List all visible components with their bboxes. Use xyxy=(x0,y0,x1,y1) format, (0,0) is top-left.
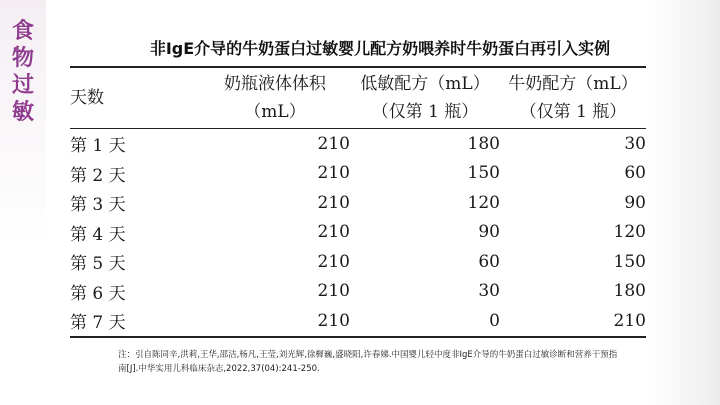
cell-bottle: 210 xyxy=(317,163,350,184)
cell-milk: 60 xyxy=(624,163,646,184)
table-row xyxy=(70,277,646,307)
page-title: 非IgE介导的牛奶蛋白过敏婴儿配方奶喂养时牛奶蛋白再引入实例 xyxy=(149,39,611,58)
cell-hypo: 90 xyxy=(478,222,500,243)
header-hypo-line2: （仅第 1 瓶） xyxy=(371,102,479,122)
cell-milk: 180 xyxy=(613,281,646,302)
section-title-vertical xyxy=(10,18,36,126)
table-header-row xyxy=(70,67,646,129)
cell-milk: 120 xyxy=(613,222,646,243)
cell-day: 第 2 天 xyxy=(70,165,126,186)
cell-day: 第 5 天 xyxy=(70,254,126,275)
cell-day: 第 4 天 xyxy=(70,224,126,245)
header-bottle-volume xyxy=(200,67,350,129)
cell-bottle: 210 xyxy=(317,251,350,272)
citation-footnote xyxy=(118,348,658,376)
cell-bottle: 210 xyxy=(317,310,350,331)
section-title-char: 食 xyxy=(11,19,34,44)
header-hypoallergenic xyxy=(350,67,500,129)
cell-milk: 150 xyxy=(613,251,646,272)
cell-hypo: 180 xyxy=(467,133,500,154)
cell-hypo: 120 xyxy=(467,192,500,213)
header-day xyxy=(70,67,200,129)
cell-day: 第 3 天 xyxy=(70,195,126,216)
background-gradient xyxy=(650,0,720,405)
cell-milk: 210 xyxy=(613,310,646,331)
cell-bottle: 210 xyxy=(317,222,350,243)
cell-hypo: 60 xyxy=(478,251,500,272)
section-title-char: 敏 xyxy=(11,100,34,125)
header-milk-line2: （仅第 1 瓶） xyxy=(519,102,627,122)
table-row xyxy=(70,188,646,218)
cell-milk: 30 xyxy=(624,133,646,154)
header-milk-line1: 牛奶配方（mL） xyxy=(508,74,638,94)
section-title-char: 物 xyxy=(11,46,34,71)
table-body xyxy=(70,129,646,337)
header-day-label: 天数 xyxy=(70,88,104,108)
cell-bottle: 210 xyxy=(317,281,350,302)
table-row xyxy=(70,218,646,248)
header-hypo-line1: 低敏配方（mL） xyxy=(360,74,490,94)
table-header xyxy=(70,67,646,129)
table-row xyxy=(70,159,646,189)
cell-day: 第 1 天 xyxy=(70,136,126,157)
cell-hypo: 0 xyxy=(489,310,500,331)
table-row xyxy=(70,247,646,277)
header-cow-milk xyxy=(500,67,646,129)
cell-milk: 90 xyxy=(624,192,646,213)
cell-day: 第 6 天 xyxy=(70,283,126,304)
cell-hypo: 150 xyxy=(467,163,500,184)
reintroduction-table xyxy=(70,66,646,338)
footnote-line: 南[J].中华实用儿科临床杂志,2022,37(04):241-250. xyxy=(118,364,320,374)
footnote-line: 注：引自陈同辛,洪莉,王华,邵洁,杨凡,王莹,刘光辉,徐樨巍,盛晓阳,许春娣.中国婴儿轻中度非IgE介导的牛奶蛋白过敏诊断和营养干预指 xyxy=(118,350,618,360)
section-title-char: 过 xyxy=(11,73,34,98)
cell-bottle: 210 xyxy=(317,192,350,213)
header-bottle-line1: 奶瓶液体体积 xyxy=(224,74,326,94)
cell-day: 第 7 天 xyxy=(70,313,126,334)
table-row xyxy=(70,306,646,337)
cell-hypo: 30 xyxy=(478,281,500,302)
table-row xyxy=(70,129,646,159)
header-bottle-line2: （mL） xyxy=(244,102,306,122)
cell-bottle: 210 xyxy=(317,133,350,154)
